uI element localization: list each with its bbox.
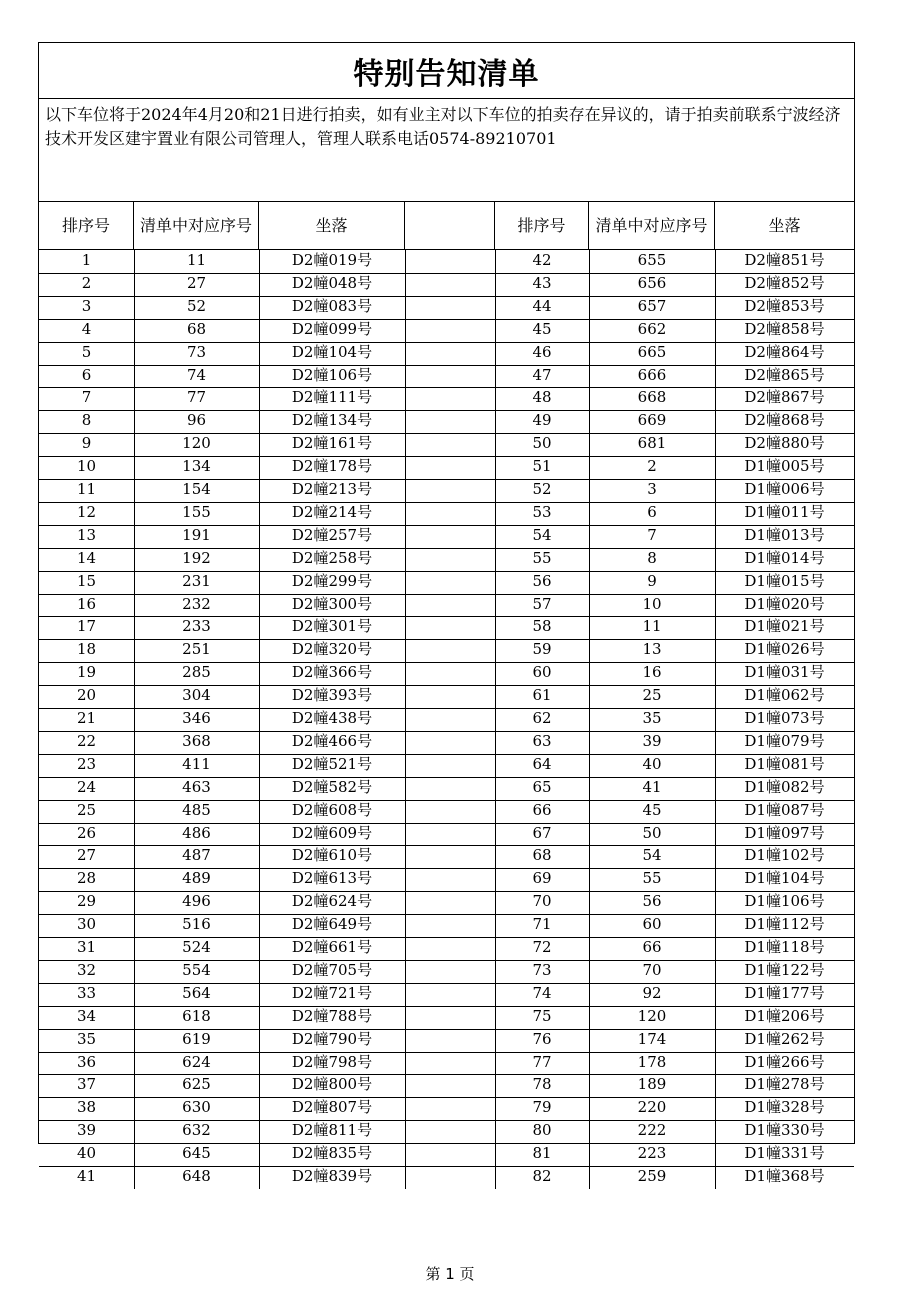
left-seq-cell: 2 — [81, 273, 92, 292]
left-seq-cell: 6 — [81, 365, 92, 384]
left-location-cell: D2幢705号 — [291, 960, 373, 979]
left-location-cell: D2幢134号 — [291, 411, 373, 430]
left-list-no-cell: 625 — [182, 1075, 211, 1094]
right-seq-cell: 50 — [532, 434, 552, 453]
right-seq-cell: 64 — [532, 754, 552, 773]
right-seq-cell: 71 — [532, 915, 552, 934]
left-list-no-cell: 489 — [182, 869, 211, 888]
left-list-no-cell: 618 — [182, 1006, 211, 1025]
right-list-no-cell: 666 — [637, 365, 667, 384]
left-location-cell: D2幢788号 — [291, 1006, 373, 1025]
right-location-cell: D2幢853号 — [744, 296, 825, 315]
left-location-cell: D2幢019号 — [291, 251, 373, 269]
right-location-cell: D2幢865号 — [744, 365, 825, 384]
left-location-cell: D2幢582号 — [291, 777, 373, 796]
right-list-no-cell: 40 — [642, 754, 662, 773]
left-list-no-cell: 73 — [186, 342, 207, 361]
header-spacer — [405, 202, 495, 250]
left-location-cell: D2幢366号 — [291, 663, 373, 682]
right-location-cell: D1幢081号 — [744, 754, 825, 773]
right-seq-cell: 77 — [532, 1052, 552, 1071]
right-location-cell: D1幢026号 — [744, 640, 825, 659]
left-list-no-cell: 645 — [182, 1144, 211, 1163]
left-seq-cell: 5 — [81, 342, 92, 361]
right-list-no-cell: 16 — [642, 663, 662, 682]
left-location-cell: D2幢608号 — [291, 800, 373, 819]
left-seq-cell: 14 — [76, 548, 97, 567]
right-list-no-cell: 668 — [637, 388, 667, 407]
left-seq-cell: 35 — [76, 1029, 97, 1048]
left-list-no-cell: 68 — [186, 319, 207, 338]
right-list-no-cell: 178 — [637, 1052, 667, 1071]
left-seq-cell: 20 — [76, 686, 97, 705]
right-seq-cell: 75 — [532, 1006, 552, 1025]
left-location-cell: D2幢798号 — [291, 1052, 373, 1071]
right-location-cell: D1幢328号 — [744, 1098, 825, 1117]
right-list-no-cell: 669 — [637, 411, 667, 430]
right-list-no-cell: 222 — [637, 1121, 667, 1140]
right-seq-cell: 56 — [532, 571, 552, 590]
right-location-cell: D1幢087号 — [744, 800, 825, 819]
right-list-no-cell: 656 — [637, 273, 667, 292]
right-location-cell: D1幢104号 — [744, 869, 825, 888]
right-location-cell: D1幢006号 — [744, 480, 825, 498]
left-seq-cell: 24 — [76, 777, 97, 796]
right-seq-cell: 68 — [532, 846, 552, 865]
left-list-no-cell: 251 — [182, 640, 211, 659]
right-location-cell: D2幢867号 — [744, 388, 825, 407]
right-list-no-cell: 9 — [647, 571, 657, 590]
left-list-no-cell: 564 — [182, 983, 211, 1002]
left-location-cell: D2幢624号 — [291, 892, 373, 911]
right-location-cell: D2幢852号 — [744, 273, 825, 292]
right-list-no-cell: 665 — [637, 342, 667, 361]
left-seq-cell: 39 — [76, 1121, 97, 1140]
right-location-cell: D1幢206号 — [744, 1006, 825, 1025]
left-seq-cell: 32 — [76, 960, 97, 979]
left-list-no-cell: 192 — [182, 548, 211, 567]
left-location-cell: D2幢393号 — [291, 686, 373, 705]
right-list-no-cell: 220 — [637, 1098, 667, 1117]
notice-sheet — [38, 42, 855, 1185]
right-location-cell: D1幢368号 — [744, 1167, 825, 1185]
right-location-cell: D1幢177号 — [744, 983, 825, 1002]
left-location-cell: D2幢104号 — [291, 342, 373, 361]
left-location-cell: D2幢807号 — [291, 1098, 373, 1117]
left-seq-cell: 4 — [81, 319, 92, 338]
right-seq-cell: 42 — [532, 251, 552, 269]
right-list-no-cell: 120 — [637, 1006, 667, 1025]
left-list-no-cell: 648 — [182, 1167, 211, 1185]
left-list-no-cell: 11 — [186, 251, 207, 269]
left-location-cell: D2幢178号 — [291, 457, 373, 476]
right-location-cell: D1幢011号 — [744, 502, 825, 521]
right-list-no-cell: 35 — [642, 709, 662, 727]
right-list-no-cell: 655 — [637, 251, 667, 269]
left-list-no-cell: 630 — [182, 1098, 211, 1117]
left-list-no-cell: 233 — [182, 617, 211, 636]
left-seq-cell: 8 — [81, 411, 92, 430]
left-location-cell: D2幢811号 — [291, 1121, 373, 1140]
left-seq-cell: 41 — [76, 1167, 97, 1185]
right-location-cell: D2幢851号 — [744, 251, 825, 269]
left-list-no-cell: 74 — [186, 365, 207, 384]
right-seq-cell: 45 — [532, 319, 552, 338]
left-seq-cell: 31 — [76, 938, 97, 956]
right-location-cell: D1幢102号 — [744, 846, 825, 865]
left-seq-cell: 27 — [76, 846, 97, 865]
right-list-no-cell: 174 — [637, 1029, 667, 1048]
left-seq-cell: 10 — [76, 457, 97, 476]
left-list-no-cell: 496 — [182, 892, 211, 911]
left-location-cell: D2幢301号 — [291, 617, 373, 636]
right-seq-cell: 72 — [532, 938, 552, 956]
left-seq-cell: 7 — [81, 388, 92, 407]
left-list-no-cell: 232 — [182, 594, 211, 613]
left-list-no-cell: 619 — [182, 1029, 211, 1048]
right-list-no-cell: 41 — [642, 777, 662, 796]
left-seq-cell: 30 — [76, 915, 97, 934]
left-location-cell: D2幢790号 — [291, 1029, 373, 1048]
right-list-no-cell: 189 — [637, 1075, 667, 1094]
right-seq-cell: 78 — [532, 1075, 552, 1094]
right-seq-cell: 61 — [532, 686, 552, 705]
right-list-no-cell: 8 — [647, 548, 657, 567]
left-list-no-cell: 134 — [182, 457, 211, 476]
left-location-cell: D2幢048号 — [291, 273, 373, 292]
header-location-left: 坐落 — [259, 202, 405, 250]
right-list-no-cell: 66 — [642, 938, 662, 956]
left-list-no-cell: 191 — [182, 525, 211, 544]
left-location-cell: D2幢161号 — [291, 434, 373, 453]
right-location-cell: D1幢330号 — [744, 1121, 825, 1140]
right-seq-cell: 48 — [532, 388, 552, 407]
left-seq-cell: 29 — [76, 892, 97, 911]
left-list-no-cell: 463 — [182, 777, 211, 796]
right-seq-cell: 60 — [532, 663, 552, 682]
left-list-no-cell: 524 — [182, 938, 211, 956]
left-location-cell: D2幢521号 — [291, 754, 373, 773]
right-seq-cell: 82 — [532, 1167, 552, 1185]
right-seq-cell: 70 — [532, 892, 552, 911]
right-list-no-cell: 259 — [637, 1167, 667, 1185]
right-list-no-cell: 7 — [647, 525, 657, 544]
right-location-cell: D1幢106号 — [744, 892, 825, 911]
right-list-no-cell: 56 — [642, 892, 662, 911]
right-list-no-cell: 13 — [642, 640, 662, 659]
right-seq-cell: 63 — [532, 731, 552, 750]
right-seq-cell: 53 — [532, 502, 552, 521]
left-list-no-cell: 554 — [182, 960, 211, 979]
right-list-no-cell: 662 — [637, 319, 667, 338]
right-list-no-cell: 10 — [642, 594, 662, 613]
left-list-no-cell: 52 — [186, 296, 207, 315]
right-seq-cell: 47 — [532, 365, 552, 384]
right-seq-cell: 81 — [532, 1144, 552, 1163]
right-seq-cell: 44 — [532, 296, 552, 315]
left-location-cell: D2幢466号 — [291, 731, 373, 750]
left-seq-cell: 37 — [76, 1075, 97, 1094]
left-location-cell: D2幢609号 — [291, 823, 373, 842]
left-list-no-cell: 231 — [182, 571, 211, 590]
right-seq-cell: 57 — [532, 594, 552, 613]
header-seq-right: 排序号 — [495, 202, 589, 250]
left-list-no-cell: 486 — [182, 823, 211, 842]
right-location-cell: D1幢014号 — [744, 548, 825, 567]
right-location-cell: D1幢005号 — [744, 457, 825, 476]
right-location-cell: D1幢082号 — [744, 777, 825, 796]
left-seq-cell: 19 — [76, 663, 97, 682]
left-seq-cell: 26 — [76, 823, 97, 842]
page-number: 第 1 页 — [425, 1265, 475, 1283]
left-location-cell: D2幢213号 — [291, 480, 373, 498]
left-location-cell: D2幢613号 — [291, 869, 373, 888]
right-seq-cell: 66 — [532, 800, 552, 819]
right-seq-cell: 69 — [532, 869, 552, 888]
left-seq-cell: 22 — [76, 731, 97, 750]
right-seq-cell: 43 — [532, 273, 552, 292]
left-location-cell: D2幢320号 — [291, 640, 373, 659]
right-list-no-cell: 60 — [642, 915, 662, 934]
right-location-cell: D1幢112号 — [744, 915, 825, 934]
right-location-cell: D1幢262号 — [744, 1029, 825, 1048]
left-location-cell: D2幢649号 — [291, 915, 373, 934]
right-seq-cell: 58 — [532, 617, 552, 636]
left-seq-cell: 12 — [76, 502, 97, 521]
left-list-no-cell: 77 — [186, 388, 207, 407]
left-seq-cell: 28 — [76, 869, 97, 888]
right-seq-cell: 55 — [532, 548, 552, 567]
right-location-cell: D1幢278号 — [744, 1075, 825, 1094]
left-seq-cell: 9 — [81, 434, 92, 453]
auction-notice-text: 以下车位将于2024年4月20和21日进行拍卖，如有业主对以下车位的拍卖存在异议的，请于拍卖前联系宁波经济技术开发区建宇置业有限公司管理人，管理人联系电话0574-89210701 — [39, 99, 854, 202]
right-seq-cell: 51 — [532, 457, 552, 476]
right-location-cell: D1幢015号 — [744, 571, 825, 590]
left-location-cell: D2幢661号 — [291, 938, 373, 956]
left-seq-cell: 17 — [76, 617, 97, 636]
right-location-cell: D1幢062号 — [744, 686, 825, 705]
right-location-cell: D1幢031号 — [744, 663, 825, 682]
left-list-no-cell: 516 — [182, 915, 211, 934]
right-seq-cell: 74 — [532, 983, 552, 1002]
left-location-cell: D2幢106号 — [291, 365, 373, 384]
right-list-no-cell: 25 — [642, 686, 662, 705]
right-seq-cell: 52 — [532, 480, 552, 498]
left-list-no-cell: 154 — [182, 480, 211, 498]
right-seq-cell: 80 — [532, 1121, 552, 1140]
right-list-no-cell: 11 — [642, 617, 662, 636]
left-seq-cell: 11 — [76, 480, 97, 498]
right-seq-cell: 49 — [532, 411, 552, 430]
right-list-no-cell: 223 — [637, 1144, 667, 1163]
right-location-cell: D1幢266号 — [744, 1052, 825, 1071]
right-list-no-cell: 92 — [642, 983, 662, 1002]
right-seq-cell: 76 — [532, 1029, 552, 1048]
right-seq-cell: 54 — [532, 525, 552, 544]
right-list-no-cell: 657 — [637, 296, 667, 315]
left-location-cell: D2幢111号 — [291, 388, 373, 407]
left-location-cell: D2幢258号 — [291, 548, 373, 567]
right-location-cell: D2幢858号 — [744, 319, 825, 338]
right-seq-cell: 79 — [532, 1098, 552, 1117]
header-list-no-left: 清单中对应序号 — [134, 202, 259, 250]
left-location-cell: D2幢099号 — [291, 319, 373, 338]
right-location-cell: D1幢079号 — [744, 731, 825, 750]
left-seq-cell: 33 — [76, 983, 97, 1002]
right-location-cell: D1幢073号 — [744, 709, 825, 727]
left-seq-cell: 40 — [76, 1144, 97, 1163]
column-divider — [405, 250, 406, 1189]
right-list-no-cell: 2 — [647, 457, 657, 476]
left-location-cell: D2幢839号 — [291, 1167, 373, 1185]
sheet-title: 特别告知清单 — [39, 43, 854, 99]
right-list-no-cell: 50 — [642, 823, 662, 842]
left-location-cell: D2幢299号 — [291, 571, 373, 590]
left-seq-cell: 1 — [81, 251, 92, 269]
right-list-no-cell: 70 — [642, 960, 662, 979]
left-location-cell: D2幢438号 — [291, 709, 373, 727]
left-location-cell: D2幢835号 — [291, 1144, 373, 1163]
left-list-no-cell: 487 — [182, 846, 211, 865]
left-list-no-cell: 27 — [186, 273, 207, 292]
right-location-cell: D1幢097号 — [744, 823, 825, 842]
right-location-cell: D2幢864号 — [744, 342, 825, 361]
left-seq-cell: 15 — [76, 571, 97, 590]
left-list-no-cell: 411 — [182, 754, 211, 773]
right-seq-cell: 67 — [532, 823, 552, 842]
right-list-no-cell: 39 — [642, 731, 662, 750]
header-seq-left: 排序号 — [39, 202, 134, 250]
right-location-cell: D1幢013号 — [744, 525, 825, 544]
left-list-no-cell: 304 — [182, 686, 211, 705]
left-seq-cell: 36 — [76, 1052, 97, 1071]
right-location-cell: D2幢868号 — [744, 411, 825, 430]
left-location-cell: D2幢083号 — [291, 296, 373, 315]
right-list-no-cell: 45 — [642, 800, 662, 819]
left-seq-cell: 23 — [76, 754, 97, 773]
left-seq-cell: 38 — [76, 1098, 97, 1117]
left-list-no-cell: 155 — [182, 502, 211, 521]
right-list-no-cell: 681 — [637, 434, 667, 453]
left-location-cell: D2幢800号 — [291, 1075, 373, 1094]
left-seq-cell: 18 — [76, 640, 97, 659]
left-list-no-cell: 120 — [182, 434, 211, 453]
right-list-no-cell: 3 — [647, 480, 657, 498]
right-location-cell: D1幢021号 — [744, 617, 825, 636]
left-location-cell: D2幢214号 — [291, 502, 373, 521]
left-list-no-cell: 632 — [182, 1121, 211, 1140]
right-location-cell: D1幢122号 — [744, 960, 825, 979]
left-location-cell: D2幢721号 — [291, 983, 373, 1002]
right-location-cell: D1幢331号 — [744, 1144, 825, 1163]
left-list-no-cell: 485 — [182, 800, 211, 819]
left-list-no-cell: 624 — [182, 1052, 211, 1071]
header-location-right: 坐落 — [715, 202, 854, 250]
left-seq-cell: 34 — [76, 1006, 97, 1025]
right-location-cell: D2幢880号 — [744, 434, 825, 453]
left-seq-cell: 16 — [76, 594, 97, 613]
left-location-cell: D2幢300号 — [291, 594, 373, 613]
left-list-no-cell: 346 — [182, 709, 211, 727]
right-seq-cell: 59 — [532, 640, 552, 659]
left-seq-cell: 25 — [76, 800, 97, 819]
right-seq-cell: 62 — [532, 709, 552, 727]
left-seq-cell: 3 — [81, 296, 92, 315]
right-list-no-cell: 6 — [647, 502, 657, 521]
right-location-cell: D1幢020号 — [744, 594, 825, 613]
left-location-cell: D2幢610号 — [291, 846, 373, 865]
left-location-cell: D2幢257号 — [291, 525, 373, 544]
right-list-no-cell: 55 — [642, 869, 662, 888]
left-list-no-cell: 96 — [186, 411, 207, 430]
right-list-no-cell: 54 — [642, 846, 662, 865]
left-list-no-cell: 368 — [182, 731, 211, 750]
right-location-cell: D1幢118号 — [744, 938, 825, 956]
left-seq-cell: 21 — [76, 709, 97, 727]
left-seq-cell: 13 — [76, 525, 97, 544]
right-seq-cell: 46 — [532, 342, 552, 361]
right-seq-cell: 65 — [532, 777, 552, 796]
right-seq-cell: 73 — [532, 960, 552, 979]
header-list-no-right: 清单中对应序号 — [589, 202, 715, 250]
left-list-no-cell: 285 — [182, 663, 211, 682]
